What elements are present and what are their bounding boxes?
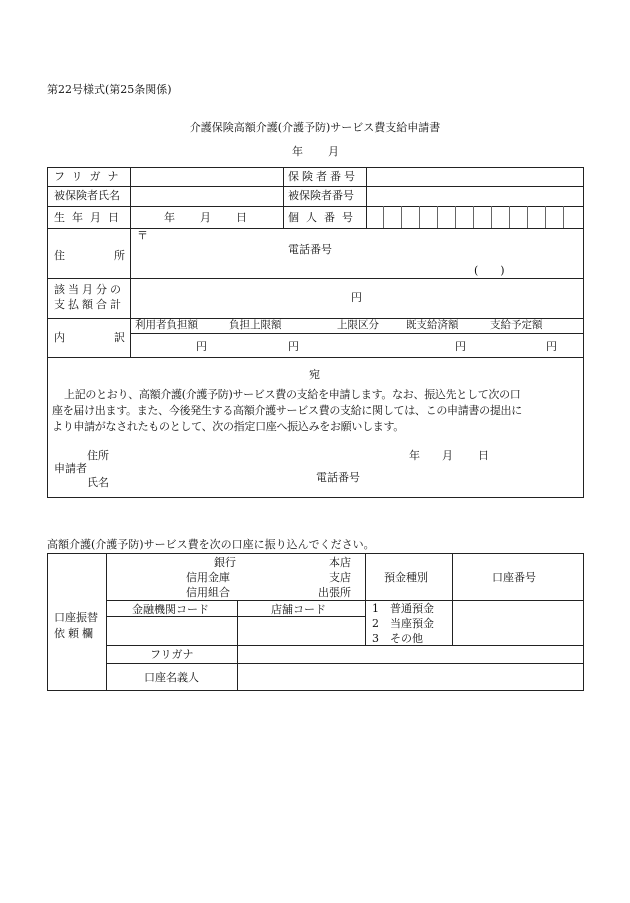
row-line: [47, 186, 584, 187]
digit-box-line: [401, 206, 402, 228]
row-line: [106, 616, 365, 617]
personal-number-label: 個人番号: [288, 211, 360, 224]
insured-name-label: 被保険者氏名: [54, 189, 120, 202]
insurer-number-label: 保険者番号: [288, 170, 358, 183]
breakdown-header: 上限区分: [337, 319, 379, 331]
col-line: [130, 167, 131, 357]
breakdown-header: 負担上限額: [229, 319, 282, 331]
bank-intro: 高額介護(介護予防)サービス費を次の口座に振り込んでください。: [47, 538, 375, 551]
digit-box-line: [455, 206, 456, 228]
breakdown-yen: 円: [546, 340, 557, 353]
applicant-phone-label: 電話番号: [316, 471, 360, 484]
breakdown-header: 既支給済額: [406, 319, 459, 331]
breakdown-label-1: 内: [54, 331, 65, 344]
addressee: 宛: [309, 368, 320, 381]
row-line: [106, 600, 584, 601]
digit-box-line: [491, 206, 492, 228]
row-line: [47, 357, 584, 358]
address-label-1: 住: [54, 249, 65, 262]
col-line: [365, 553, 366, 645]
branch-code-label: 店舗コード: [271, 603, 326, 616]
row-line: [106, 645, 584, 646]
birth-day: 日: [236, 211, 247, 224]
institution-type-kumiai: 信用組合: [186, 586, 230, 599]
applicant-label: 申請者: [54, 462, 87, 475]
breakdown-yen: 円: [455, 340, 466, 353]
form-number: 第22号様式(第25条関係): [47, 83, 172, 96]
col-line: [452, 553, 453, 645]
declaration-line-3: より申請がなされたものとして、次の指定口座へ振込みをお願いします。: [52, 420, 404, 433]
breakdown-yen: 円: [288, 340, 299, 353]
col-line: [106, 553, 107, 691]
insured-number-label: 被保険者番号: [288, 189, 354, 202]
declaration-line-2: 座を届け出ます。また、今後発生する高額介護サービス費の支給に関しては、この申請書の提出に: [52, 404, 522, 417]
deposit-option-current: 2 当座預金: [372, 617, 434, 630]
row-line: [130, 333, 584, 334]
digit-box-line: [437, 206, 438, 228]
branch-type-main: 本店: [329, 556, 351, 569]
breakdown-label-2: 訳: [114, 331, 125, 344]
digit-box-line: [383, 206, 384, 228]
breakdown-yen: 円: [196, 340, 207, 353]
breakdown-header: 支給予定額: [490, 319, 543, 331]
phone-label: 電話番号: [288, 243, 332, 256]
bank-code-label: 金融機関コード: [132, 603, 209, 616]
col-line: [366, 167, 367, 228]
month-payment-label-1: 該当月分の: [54, 283, 124, 296]
digit-box-line: [473, 206, 474, 228]
header-date-month: 月: [328, 145, 339, 158]
account-furigana-label: フリガナ: [150, 648, 194, 661]
postal-mark: 〒: [137, 229, 148, 242]
row-line: [47, 228, 584, 229]
applicant-address-label: 住所: [87, 449, 109, 462]
breakdown-header: 利用者負担額: [135, 319, 198, 331]
birthdate-label: 生年月日: [54, 211, 126, 224]
declaration-line-1: 上記のとおり、高額介護(介護予防)サービス費の支給を申請します。なお、振込先として次の口: [64, 388, 521, 401]
deposit-option-other: 3 その他: [372, 632, 423, 645]
branch-type-branch: 支店: [329, 571, 351, 584]
digit-box-line: [563, 206, 564, 228]
applicant-name-label: 氏名: [87, 476, 109, 489]
account-holder-label: 口座名義人: [144, 671, 199, 684]
deposit-type-label: 預金種別: [384, 571, 428, 584]
month-payment-label-2: 支払額合計: [54, 298, 124, 311]
digit-box-line: [527, 206, 528, 228]
institution-type-shinkin: 信用金庫: [186, 571, 230, 584]
digit-box-line: [545, 206, 546, 228]
header-date-year: 年: [292, 145, 303, 158]
payment-total-yen: 円: [351, 291, 362, 304]
birth-month: 月: [200, 211, 211, 224]
applicant-date-month: 月: [442, 449, 453, 462]
branch-type-office: 出張所: [318, 586, 351, 599]
account-number-label: 口座番号: [492, 571, 536, 584]
request-label-2: 依頼欄: [54, 627, 96, 640]
digit-box-line: [509, 206, 510, 228]
col-line: [283, 167, 284, 228]
row-line: [106, 663, 584, 664]
row-line: [47, 278, 584, 279]
request-label-1: 口座振替: [54, 611, 98, 624]
birth-year: 年: [164, 211, 175, 224]
form-title: 介護保険高額介護(介護予防)サービス費支給申請書: [189, 121, 441, 134]
deposit-option-ordinary: 1 普通預金: [372, 602, 434, 615]
row-line: [47, 206, 584, 207]
furigana-label: フリガナ: [54, 170, 126, 183]
applicant-date-day: 日: [478, 449, 489, 462]
phone-paren: ( ): [474, 264, 505, 277]
institution-type-bank: 銀行: [214, 556, 236, 569]
applicant-date-year: 年: [409, 449, 420, 462]
address-label-2: 所: [114, 249, 125, 262]
digit-box-line: [419, 206, 420, 228]
